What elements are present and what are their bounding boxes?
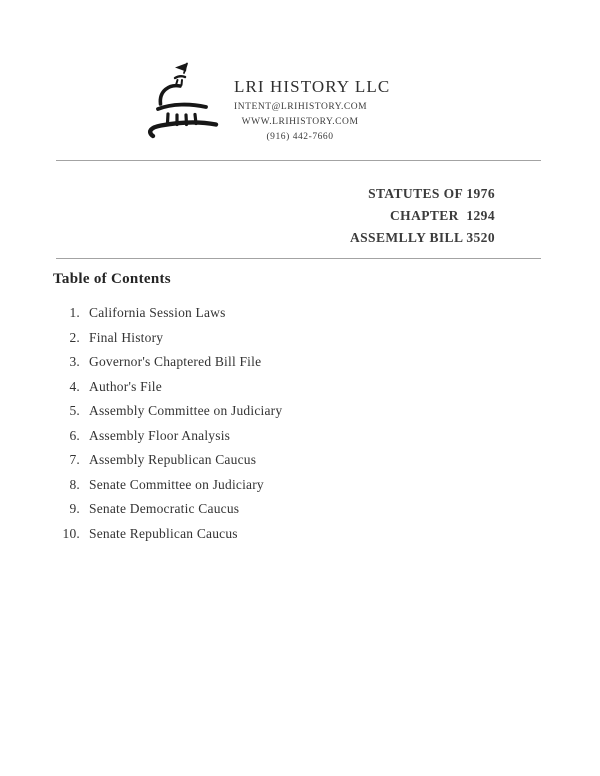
toc-item bbox=[53, 380, 533, 394]
toc-item bbox=[53, 502, 533, 516]
toc-item-number: 8. bbox=[69, 476, 80, 492]
toc-item-label: Final History bbox=[89, 329, 164, 345]
letterhead bbox=[142, 58, 391, 145]
contact-block bbox=[234, 100, 366, 145]
toc-item bbox=[53, 306, 533, 320]
toc-item bbox=[53, 429, 533, 443]
statute-bill-line: ASSEMLLY BILL 3520 bbox=[349, 230, 495, 245]
toc-item-number: 4. bbox=[69, 378, 80, 394]
divider-top bbox=[56, 160, 541, 161]
toc-item-label: Governor's Chaptered Bill File bbox=[89, 354, 262, 369]
toc-item-number: 6. bbox=[69, 427, 80, 443]
statute-year-line: STATUTES OF 1976 bbox=[368, 186, 495, 201]
toc-item-number: 9. bbox=[69, 501, 80, 516]
toc-item-label: California Session Laws bbox=[89, 305, 226, 320]
toc-item-number: 3. bbox=[69, 354, 80, 369]
company-name: LRI HISTORY LLC bbox=[234, 77, 391, 96]
toc-item-label: Assembly Committee on Judiciary bbox=[89, 403, 283, 418]
company-phone: (916) 442-7660 bbox=[266, 132, 334, 142]
statute-reference bbox=[350, 183, 495, 249]
toc-item-label: Author's File bbox=[89, 378, 162, 394]
statute-chapter-line: CHAPTER 1294 bbox=[390, 208, 495, 223]
toc-item-label: Senate Committee on Judiciary bbox=[89, 476, 264, 492]
toc-item bbox=[53, 453, 533, 467]
toc-item-label: Assembly Republican Caucus bbox=[89, 452, 257, 467]
toc-item-number: 5. bbox=[69, 403, 80, 418]
divider-bottom bbox=[56, 258, 541, 259]
company-info bbox=[234, 58, 391, 145]
toc-item bbox=[53, 527, 533, 541]
toc-item bbox=[53, 331, 533, 345]
table-of-contents bbox=[53, 270, 533, 551]
company-email: INTENT@LRIHISTORY.COM bbox=[234, 102, 368, 112]
toc-item-label: Senate Democratic Caucus bbox=[89, 501, 240, 516]
toc-item-number: 10. bbox=[62, 525, 80, 541]
toc-item-label: Assembly Floor Analysis bbox=[89, 427, 231, 443]
toc-item-number: 1. bbox=[69, 305, 80, 320]
toc-item bbox=[53, 478, 533, 492]
company-website: WWW.LRIHISTORY.COM bbox=[241, 117, 359, 127]
toc-list bbox=[53, 306, 533, 540]
toc-item-label: Senate Republican Caucus bbox=[89, 525, 238, 541]
toc-title: Table of Contents bbox=[53, 271, 171, 287]
toc-item bbox=[53, 404, 533, 418]
toc-item-number: 7. bbox=[69, 452, 80, 467]
toc-item bbox=[53, 355, 533, 369]
capitol-dome-logo-icon bbox=[142, 58, 220, 142]
toc-item-number: 2. bbox=[69, 329, 80, 345]
